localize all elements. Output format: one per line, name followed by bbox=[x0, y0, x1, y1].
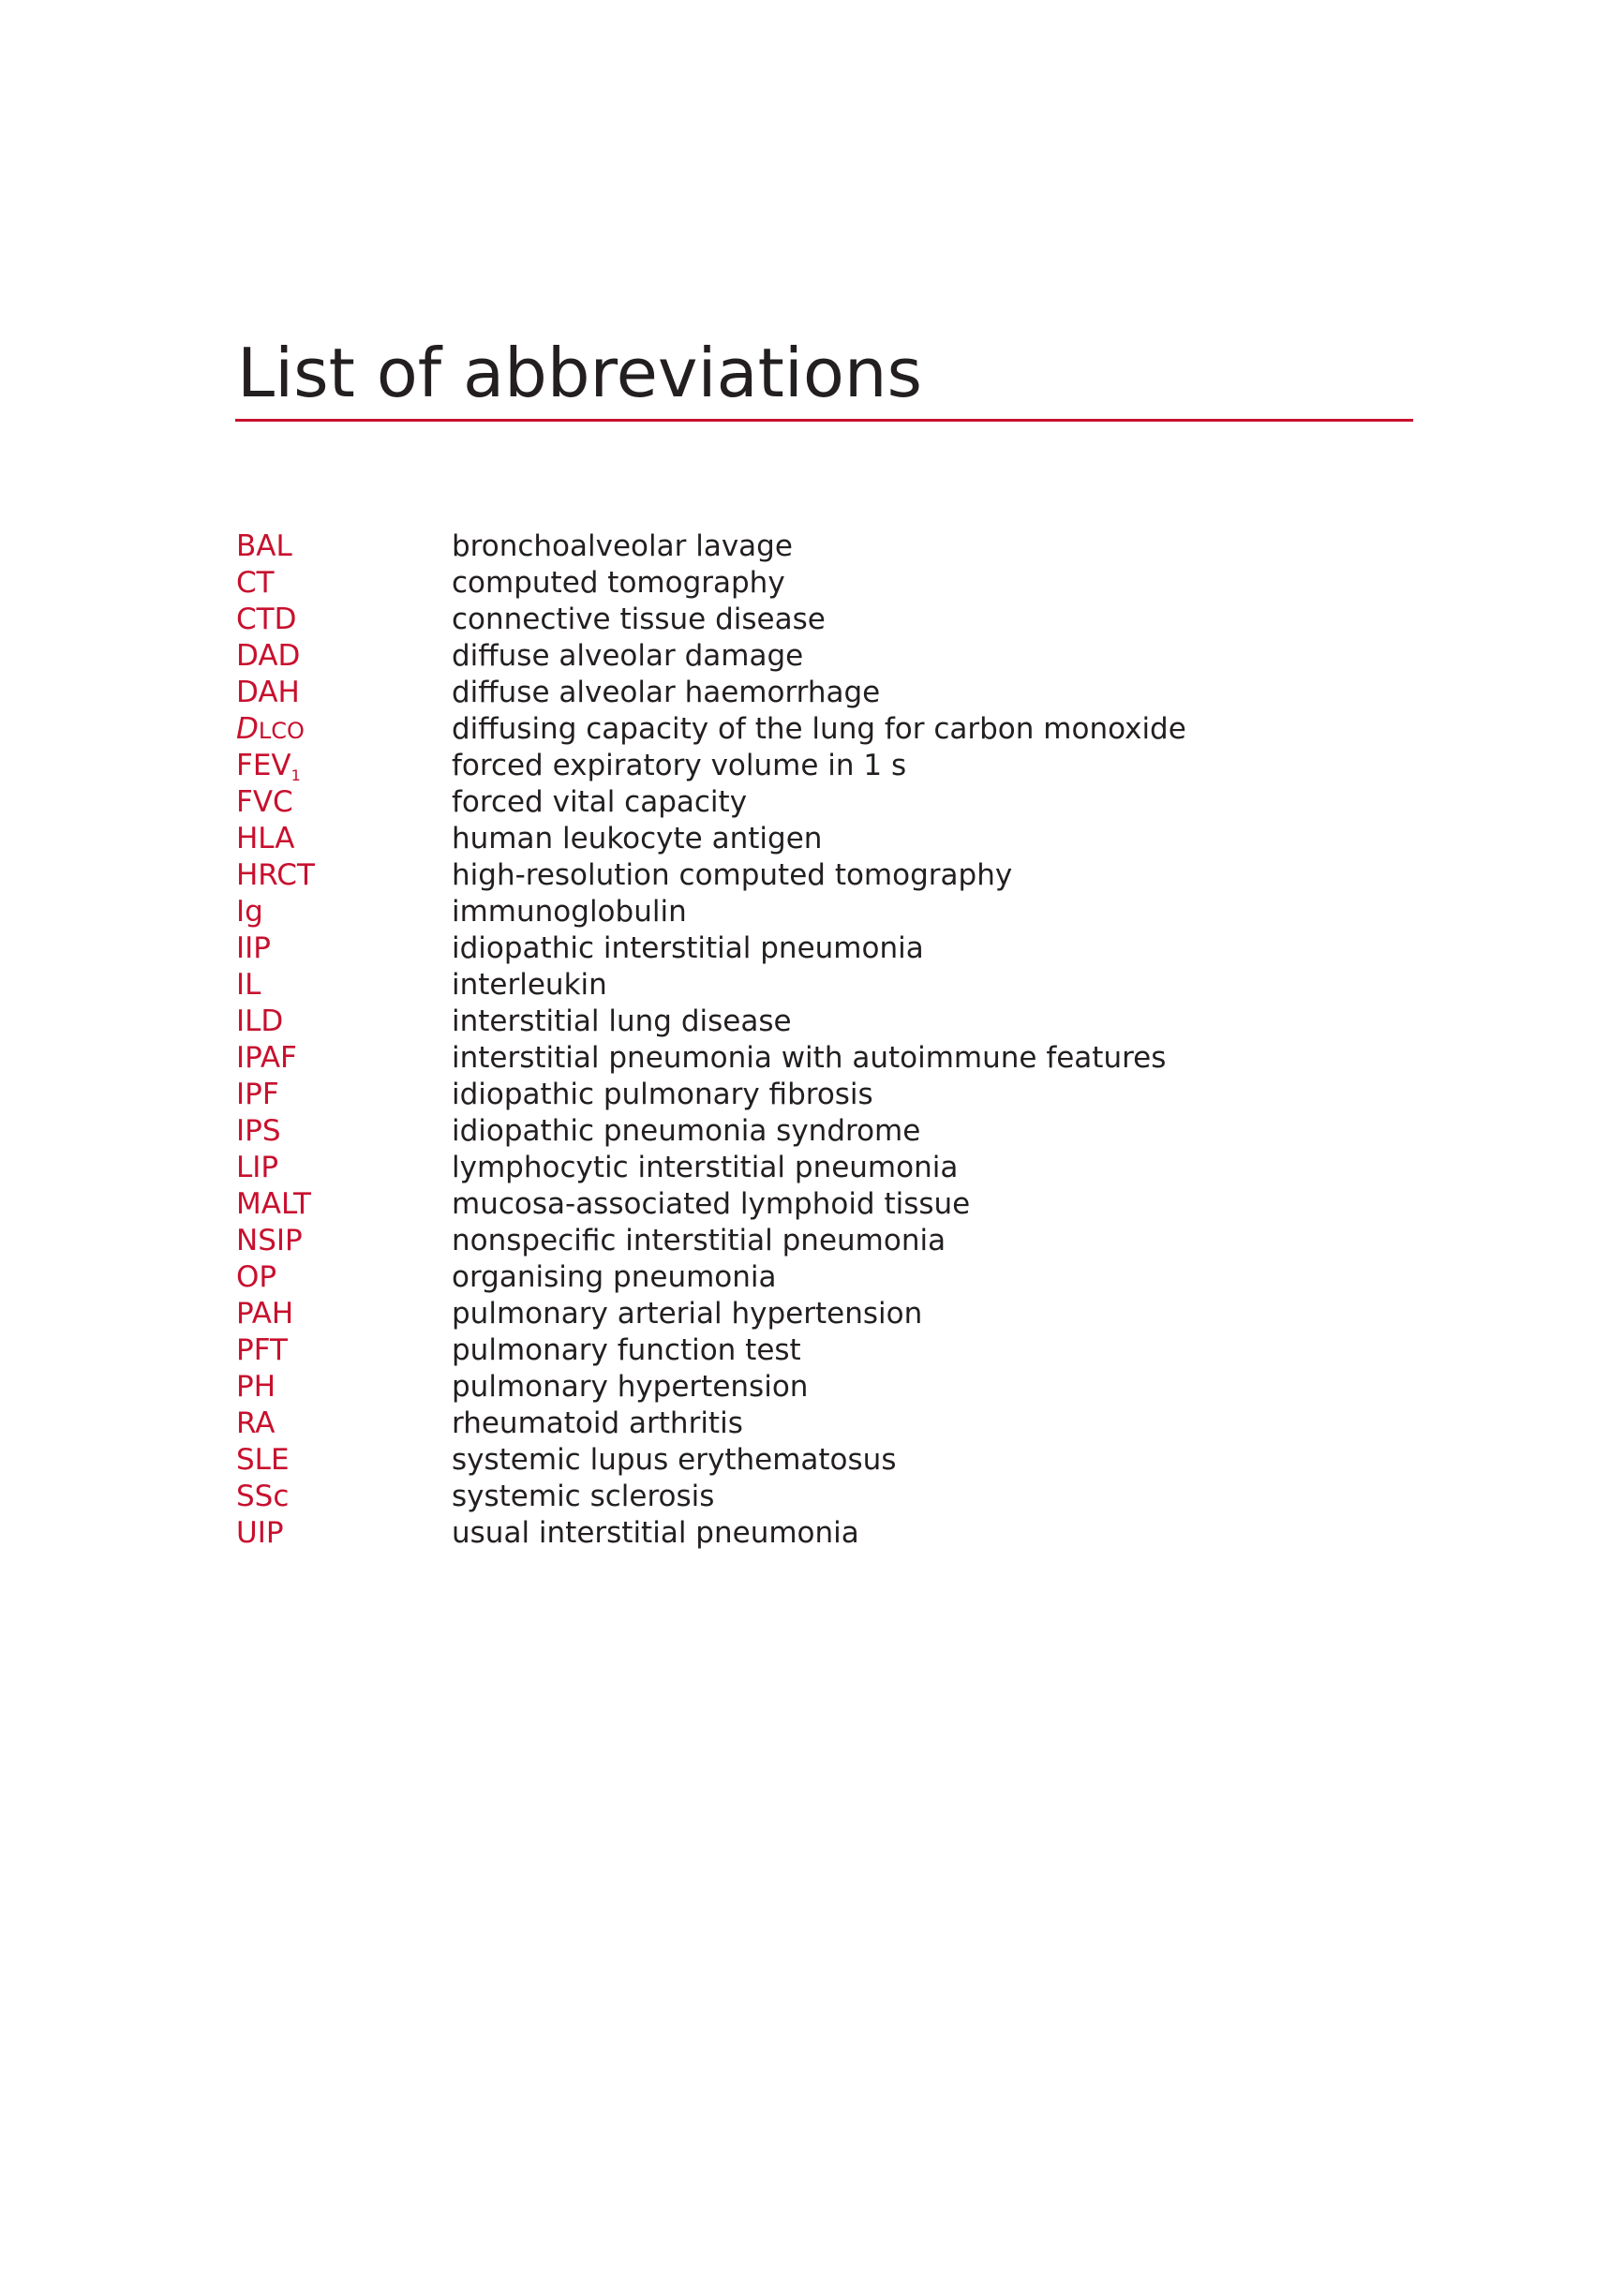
list-item bbox=[236, 894, 1454, 930]
list-item bbox=[236, 1150, 1454, 1186]
list-item bbox=[236, 565, 1454, 602]
list-item bbox=[236, 1004, 1454, 1040]
abbreviation-definition: high-resolution computed tomography bbox=[452, 858, 1013, 892]
abbreviation-definition: forced vital capacity bbox=[452, 785, 748, 819]
list-item bbox=[236, 1332, 1454, 1369]
list-item bbox=[236, 1369, 1454, 1406]
abbreviation-term-subscript: 1 bbox=[291, 766, 301, 784]
abbreviation-term: PAH bbox=[236, 1297, 294, 1331]
list-item bbox=[236, 784, 1454, 821]
abbreviation-definition: interleukin bbox=[452, 968, 607, 1002]
abbreviation-term: BAL bbox=[236, 529, 292, 563]
abbreviation-term: ILD bbox=[236, 1004, 284, 1038]
abbreviation-term-suffix: LCO bbox=[258, 718, 305, 744]
abbreviation-term: NSIP bbox=[236, 1224, 303, 1257]
list-item bbox=[236, 675, 1454, 711]
abbreviation-term: CT bbox=[236, 566, 275, 600]
abbreviation-term bbox=[236, 748, 301, 784]
abbreviation-definition: organising pneumonia bbox=[452, 1260, 777, 1294]
list-item bbox=[236, 1442, 1454, 1479]
abbreviation-term: CTD bbox=[236, 602, 297, 636]
abbreviation-definition: bronchoalveolar lavage bbox=[452, 529, 793, 563]
abbreviation-definition: diffusing capacity of the lung for carbon monoxide bbox=[452, 712, 1186, 746]
abbreviation-definition: idiopathic pneumonia syndrome bbox=[452, 1114, 921, 1148]
abbreviation-list bbox=[236, 528, 1454, 1552]
abbreviation-term-main: D bbox=[236, 712, 259, 746]
abbreviation-term: IPS bbox=[236, 1114, 281, 1148]
abbreviation-definition: mucosa-associated lymphoid tissue bbox=[452, 1187, 971, 1221]
abbreviation-term: IL bbox=[236, 968, 261, 1002]
abbreviation-term: OP bbox=[236, 1260, 277, 1294]
list-item bbox=[236, 1223, 1454, 1259]
list-item bbox=[236, 1113, 1454, 1150]
list-item bbox=[236, 528, 1454, 565]
abbreviation-definition: pulmonary arterial hypertension bbox=[452, 1297, 923, 1331]
list-item bbox=[236, 1186, 1454, 1223]
abbreviation-term: UIP bbox=[236, 1516, 284, 1550]
abbreviation-definition: pulmonary hypertension bbox=[452, 1370, 809, 1404]
abbreviation-term: HRCT bbox=[236, 858, 315, 892]
list-item bbox=[236, 711, 1454, 748]
abbreviation-definition: forced expiratory volume in 1 s bbox=[452, 749, 907, 782]
abbreviation-definition: diffuse alveolar damage bbox=[452, 639, 804, 673]
abbreviation-definition: interstitial lung disease bbox=[452, 1004, 792, 1038]
abbreviation-term: Ig bbox=[236, 895, 263, 929]
abbreviation-definition: lymphocytic interstitial pneumonia bbox=[452, 1151, 959, 1184]
list-item bbox=[236, 1296, 1454, 1332]
abbreviation-term: RA bbox=[236, 1406, 276, 1440]
abbreviation-definition: idiopathic interstitial pneumonia bbox=[452, 931, 924, 965]
abbreviation-definition: immunoglobulin bbox=[452, 895, 687, 929]
abbreviation-definition: idiopathic pulmonary fibrosis bbox=[452, 1078, 873, 1111]
abbreviation-definition: systemic sclerosis bbox=[452, 1480, 715, 1513]
list-item bbox=[236, 857, 1454, 894]
abbreviation-definition: human leukocyte antigen bbox=[452, 822, 823, 855]
abbreviation-term: IIP bbox=[236, 931, 271, 965]
abbreviation-definition: rheumatoid arthritis bbox=[452, 1406, 743, 1440]
list-item bbox=[236, 1077, 1454, 1113]
title-rule bbox=[235, 419, 1413, 422]
abbreviation-term: SLE bbox=[236, 1443, 290, 1477]
abbreviation-term: HLA bbox=[236, 822, 295, 855]
abbreviation-definition: systemic lupus erythematosus bbox=[452, 1443, 897, 1477]
list-item bbox=[236, 967, 1454, 1004]
abbreviation-term-main: FEV bbox=[236, 749, 291, 782]
abbreviation-term: DAH bbox=[236, 676, 300, 709]
abbreviation-term: DAD bbox=[236, 639, 301, 673]
list-item bbox=[236, 602, 1454, 638]
list-item bbox=[236, 1040, 1454, 1077]
list-item bbox=[236, 638, 1454, 675]
abbreviation-term bbox=[236, 711, 305, 750]
abbreviation-definition: interstitial pneumonia with autoimmune features bbox=[452, 1041, 1167, 1075]
abbreviation-definition: nonspecific interstitial pneumonia bbox=[452, 1224, 946, 1257]
list-item bbox=[236, 1515, 1454, 1552]
abbreviation-definition: computed tomography bbox=[452, 566, 785, 600]
list-item bbox=[236, 748, 1454, 784]
list-item bbox=[236, 821, 1454, 857]
abbreviation-term: PH bbox=[236, 1370, 276, 1404]
list-item bbox=[236, 1406, 1454, 1442]
abbreviation-definition: diffuse alveolar haemorrhage bbox=[452, 676, 881, 709]
abbreviation-definition: pulmonary function test bbox=[452, 1333, 801, 1367]
abbreviation-term: PFT bbox=[236, 1333, 288, 1367]
page-title: List of abbreviations bbox=[237, 334, 923, 412]
abbreviation-term: IPAF bbox=[236, 1041, 297, 1075]
abbreviation-term: FVC bbox=[236, 785, 293, 819]
abbreviation-definition: usual interstitial pneumonia bbox=[452, 1516, 859, 1550]
list-item bbox=[236, 1259, 1454, 1296]
list-item bbox=[236, 930, 1454, 967]
abbreviation-definition: connective tissue disease bbox=[452, 602, 826, 636]
abbreviation-term: LIP bbox=[236, 1151, 279, 1184]
abbreviation-term: SSc bbox=[236, 1480, 290, 1513]
abbreviation-term: MALT bbox=[236, 1187, 311, 1221]
list-item bbox=[236, 1479, 1454, 1515]
abbreviation-term: IPF bbox=[236, 1078, 279, 1111]
